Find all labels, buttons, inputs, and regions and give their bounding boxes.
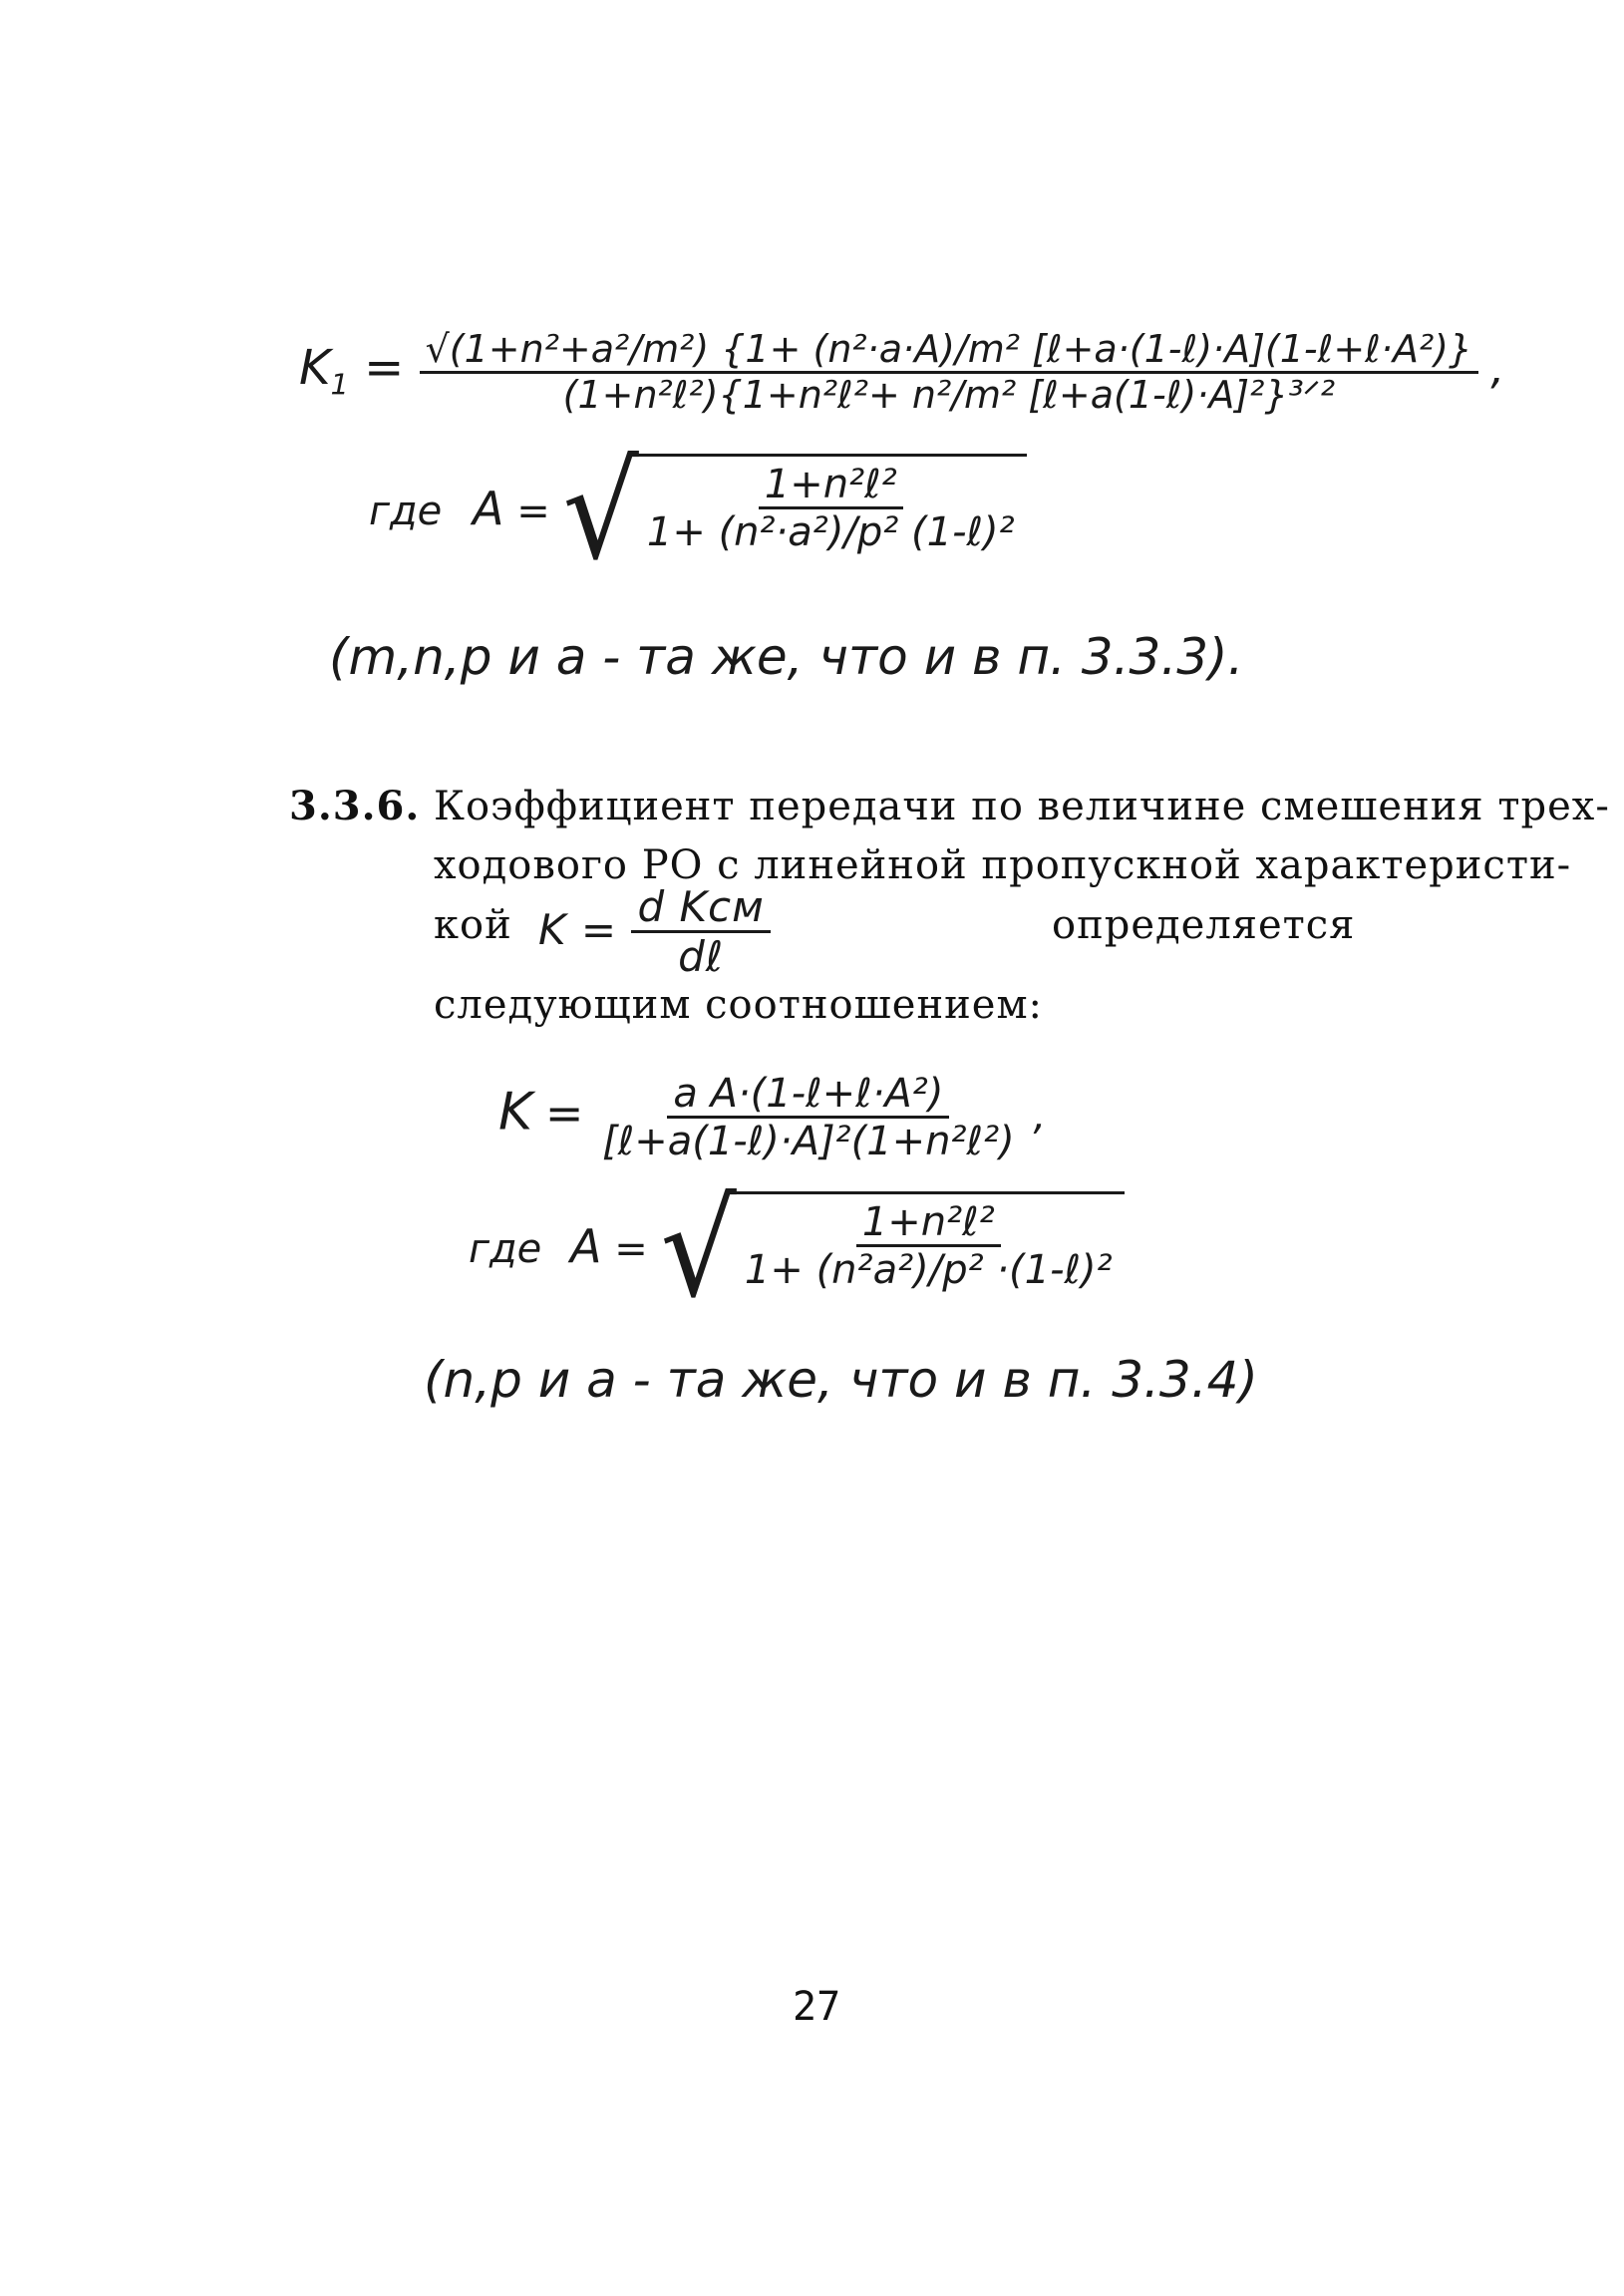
sqrt2-denominator: 1+ (n²a²)/p² ·(1-ℓ)² [744, 1247, 1113, 1293]
sqrt-fraction [641, 463, 1021, 555]
k-def-numerator: d Kсм [631, 884, 770, 933]
formula-k1-denominator: (1+n²ℓ²){1+n²ℓ²+ n²/m² [ℓ+a(1-ℓ)·A]²}³ᐟ² [562, 372, 1336, 417]
k-def-eq: = [580, 905, 618, 955]
formula-k-numerator: a A·(1-ℓ+ℓ·A²) [667, 1072, 949, 1119]
formula-k1-fraction [420, 329, 1479, 417]
k1-equals: = [364, 339, 405, 396]
radical-icon-2: √ [660, 1174, 737, 1327]
sqrt2-numerator: 1+n²ℓ² [856, 1200, 1001, 1247]
sqrt-denominator: 1+ (n²·a²)/p² (1-ℓ)² [646, 509, 1015, 555]
section-3-3-6 [289, 783, 1610, 1012]
note-2: (n,p и a - та же, что и в п. 3.3.4) [424, 1351, 1258, 1409]
k-def-lhs: K [538, 905, 567, 955]
sqrt-a-2 [660, 1174, 1124, 1327]
section-line-4: следующим соотношением: [434, 982, 1044, 1028]
formula-k-eq: = [544, 1086, 584, 1141]
k-def-denominator: dℓ [678, 932, 725, 982]
note-1: (m,n,p и a - та же, что и в п. 3.3.3). [329, 628, 1244, 686]
sqrt-body [635, 454, 1027, 573]
formula-k1-comma: , [1490, 343, 1505, 395]
formula-k-denominator: [ℓ+a(1-ℓ)·A]²(1+n²ℓ²) [602, 1119, 1015, 1164]
sqrt-a-1 [562, 437, 1026, 589]
section-line-3-end: определяется [1052, 902, 1356, 948]
sqrt2-body [733, 1191, 1125, 1311]
formula-k1-lhs [299, 339, 420, 402]
where2-var: A [570, 1219, 602, 1273]
formula-k [498, 1072, 1046, 1164]
where2-word: где [469, 1226, 542, 1272]
k-def-fraction [631, 884, 770, 981]
k1-subscript: 1 [330, 367, 349, 402]
k1-symbol: K [299, 339, 331, 396]
formula-k1-numerator: √(1+n²+a²/m²) {1+ (n²·a·A)/m² [ℓ+a·(1-ℓ)·A](1-ℓ+ℓ·A²)} [420, 329, 1479, 374]
where-word: где [369, 489, 443, 534]
section-text-1: Коэффициент передачи по величине смешения трех- [434, 784, 1610, 829]
where-a-2 [469, 1174, 1125, 1327]
page-number: 27 [793, 1984, 841, 2030]
sqrt-numerator: 1+n²ℓ² [759, 463, 903, 509]
section-line-2: ходового РО с линейной пропускной характеристи- [434, 842, 1572, 888]
sqrt2-fraction [739, 1200, 1119, 1293]
where-a-1 [369, 437, 1027, 589]
k-definition [538, 884, 771, 981]
section-line-1 [289, 783, 1610, 829]
formula-k-comma: , [1033, 1093, 1047, 1140]
formula-k-lhs: K [498, 1082, 533, 1143]
where2-eq: = [614, 1226, 648, 1272]
radical-icon: √ [562, 437, 639, 589]
formula-k-fraction [596, 1072, 1021, 1164]
where-eq: = [516, 489, 550, 534]
section-number: 3.3.6. [289, 783, 421, 829]
formula-k1 [299, 329, 1504, 417]
section-line-3-start: кой [434, 902, 512, 948]
where-var: A [473, 482, 504, 535]
